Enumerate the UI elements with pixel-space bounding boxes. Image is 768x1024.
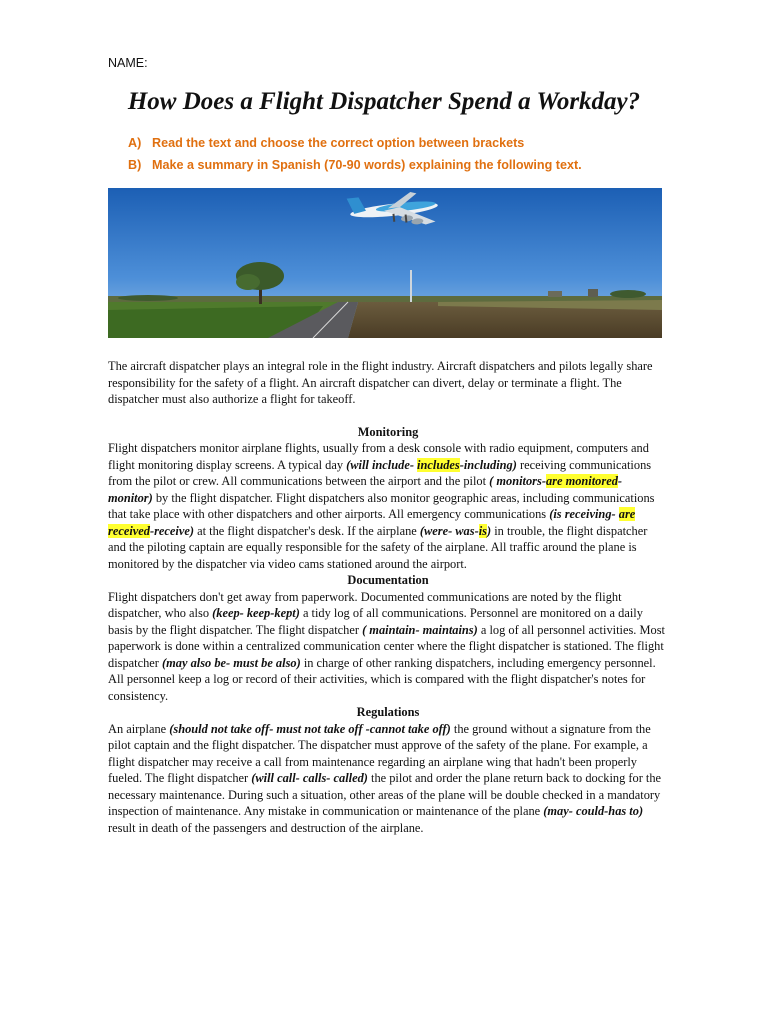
option-1: (keep- keep-kept): [212, 606, 300, 620]
instruction-text: Make a summary in Spanish (70-90 words) explaining the following text.: [152, 158, 582, 172]
instruction-marker: A): [128, 136, 142, 150]
article-body: [108, 358, 668, 836]
text: in charge of other ranking dispatchers, including emergency personnel. All personnel keep a log or record of their activities, which is compared with the flight dispatcher's notes for consistency.: [108, 655, 656, 703]
option-text: -receive): [149, 523, 194, 538]
text: Flight dispatchers monitor airplane flights, usually from a desk console with radio equipment, computers and flight monitoring display screens. A typical day: [108, 441, 649, 472]
option-2: ( maintain- maintains): [362, 622, 478, 637]
worksheet-title: How Does a Flight Dispatcher Spend a Workday?: [127, 88, 641, 115]
option-text: (will include-: [346, 457, 418, 472]
option-3: (may- could-has to): [543, 804, 644, 818]
highlighted-answer: includes: [417, 457, 460, 472]
regulations-paragraph: [108, 721, 668, 837]
text: receiving communications from the pilot or crew. All communications between the airport and the pilot: [108, 457, 652, 488]
airplane-photo: [108, 188, 662, 338]
option-3: (may also be- must be also): [162, 655, 301, 670]
text: the pilot and order the plane return back to docking for the necessary maintenance. During such a situation, other areas of the plane will be double checked in a mandatory inspection of maintenance. Any mistake in communication or maintenance of the plane: [108, 771, 662, 818]
option-text: (is receiving-: [549, 507, 619, 521]
documentation-paragraph: [108, 589, 668, 705]
highlighted-answer: are received: [108, 507, 636, 538]
instructions-list: [128, 134, 582, 178]
text: in trouble, the flight dispatcher and the piloting captain are equally responsible for the safety of the airplane. All traffic around the plane is monitored by the dispatcher via video cams stationed around the airport.: [108, 523, 648, 571]
option-2: (will call- calls- called): [251, 771, 368, 785]
highlighted-answer: are monitored: [545, 474, 618, 488]
regulations-heading: Regulations: [356, 705, 420, 719]
intro-paragraph: The aircraft dispatcher plays an integral role in the flight industry. Aircraft dispatchers and pilots legally share responsibility for the safety of a flight. An aircraft dispatcher can divert, delay or terminate a flight. The dispatcher must also authorize a flight for takeoff.: [108, 359, 653, 406]
text: a log of all personnel activities. Most paperwork is done within a centralized communication center where the flight dispatcher is stationed. The flight dispatcher: [108, 622, 665, 670]
option-text: (were- was-: [419, 523, 479, 538]
instruction-a: [128, 134, 582, 156]
instruction-text: Read the text and choose the correct option between brackets: [152, 136, 525, 150]
text: at the flight dispatcher's desk. If the airplane: [193, 523, 420, 538]
text: a tidy log of all communications. Personnel are monitored on a daily basis by the flight dispatcher. The flight dispatcher: [108, 606, 643, 637]
option-1: [346, 458, 517, 472]
name-label: NAME:: [108, 56, 148, 70]
airplane-landscape-image: [108, 188, 662, 338]
text: Flight dispatchers don't get away from paperwork. Documented communications are noted by the flight dispatcher, who also: [108, 589, 622, 620]
instruction-marker: B): [128, 158, 142, 172]
documentation-heading: Documentation: [347, 573, 429, 587]
option-1: (should not take off- must not take off -cannot take off): [169, 721, 451, 736]
text: result in death of the passengers and destruction of the airplane.: [108, 820, 424, 835]
text: the ground without a signature from the pilot captain and the flight dispatcher. The dispatcher must approve of the safety of the plane. For example, a flight dispatcher may receive a call from maintenance regarding an airplane wing that hadn't been properly fueled. The flight dispatcher: [108, 721, 651, 785]
option-text: ( monitors-: [489, 474, 546, 488]
monitoring-paragraph: [108, 440, 668, 572]
option-text: -including): [459, 457, 517, 472]
option-text: ): [486, 523, 492, 538]
highlighted-answer: is: [478, 523, 487, 538]
option-4: [420, 524, 491, 538]
text: by the flight dispatcher. Flight dispatchers also monitor geographic areas, including communications that take place with other dispatchers and other airports. All emergency communications: [108, 490, 655, 521]
option-text: - monitor): [108, 474, 623, 505]
monitoring-heading: Monitoring: [357, 424, 419, 439]
text: An airplane: [108, 721, 170, 736]
instruction-b: [128, 156, 582, 178]
